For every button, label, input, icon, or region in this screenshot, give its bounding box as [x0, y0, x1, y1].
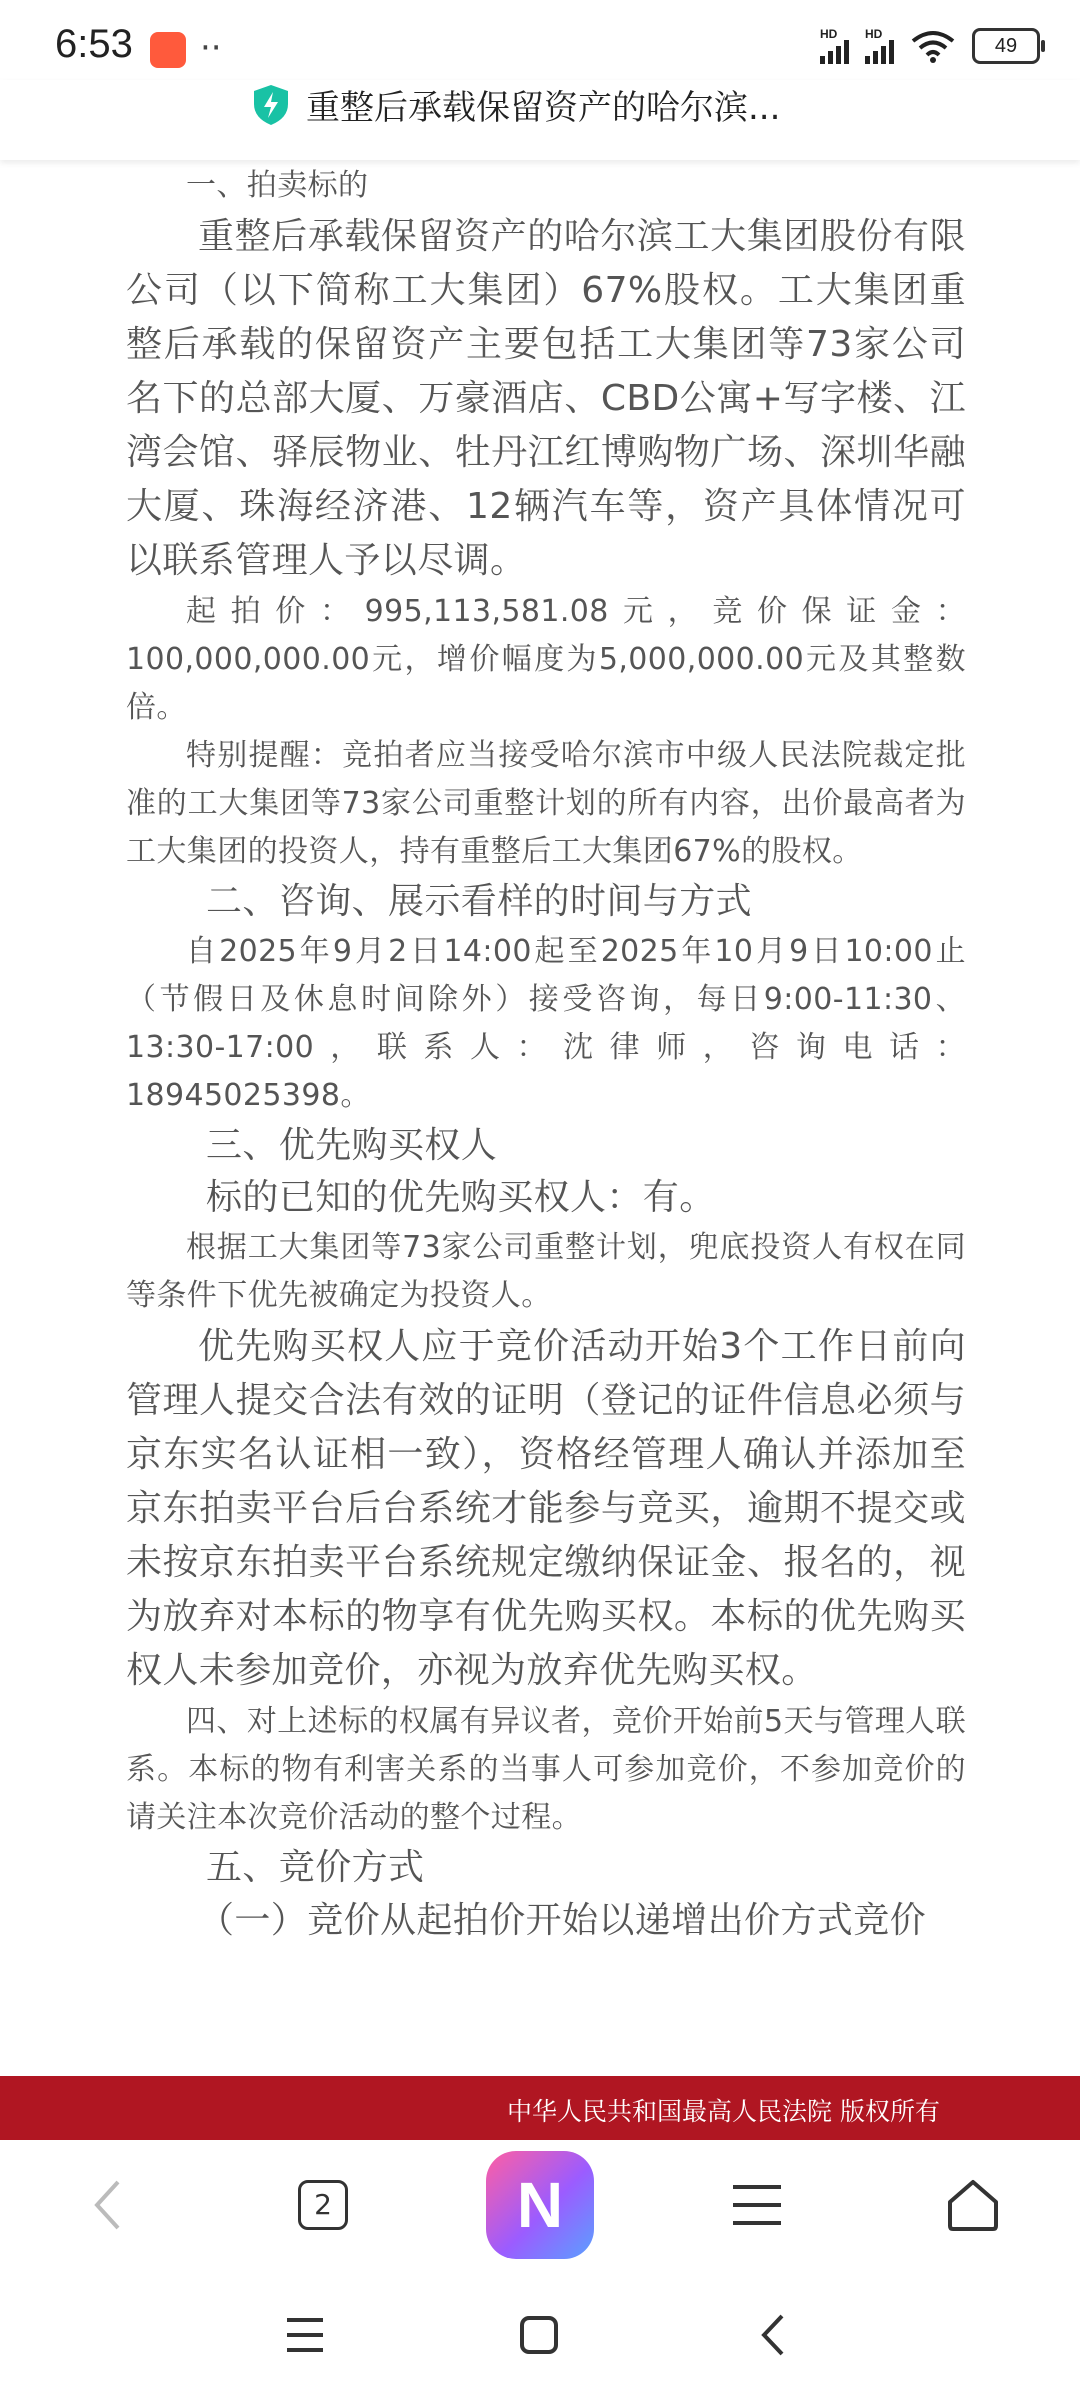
article-paragraph: 重整后承载保留资产的哈尔滨工大集团股份有限公司（以下简称工大集团）67%股权。工大集团重整后承载的保留资产主要包括工大集团等73家公司名下的总部大厦、万豪酒店、CBD公寓+写字楼、江湾会馆、驿辰物业、牡丹江红博购物广场、深圳华融大厦、珠海经济港、12辆汽车等，资产具体情况可以联系管理人予以尽调。 — [126, 216, 966, 581]
article-paragraph: 根据工大集团等73家公司重整计划，兜底投资人有权在同等条件下优先被确定为投资人。 — [126, 1230, 966, 1313]
article-paragraph: 四、对上述标的权属有异议者，竞价开始前5天与管理人联系。本标的物有利害关系的当事人可参加竞价，不参加竞价的请关注本次竞价活动的整个过程。 — [126, 1704, 966, 1835]
copyright-text: 中华人民共和国最高人民法院 版权所有 — [507, 2097, 940, 2126]
menu-button[interactable] — [712, 2140, 802, 2270]
back-triangle-icon — [760, 2313, 786, 2357]
network-type-2: HD — [865, 27, 883, 41]
article-paragraph: 特别提醒：竞拍者应当接受哈尔滨市中级人民法院裁定批准的工大集团等73家公司重整计划的所有内容，出价最高者为工大集团的投资人，持有重整后工大集团67%的股权。 — [126, 738, 966, 869]
article-paragraph: 自2025年9月2日14:00起至2025年10月9日10:00止（节假日及休息时间除外）接受咨询，每日9:00-11:30、13:30-17:00，联系人：沈律师，咨询电话：18945025398。 — [126, 934, 966, 1113]
tab-count: 2 — [298, 2180, 348, 2230]
more-notifications-icon: ·· — [200, 28, 222, 68]
battery-indicator: 49 — [972, 28, 1040, 64]
article-paragraph: 起拍价：995,113,581.08元，竞价保证金：100,000,000.00元，增价幅度为5,000,000.00元及其整数倍。 — [126, 594, 966, 725]
home-button[interactable] — [928, 2140, 1018, 2270]
section-heading: 标的已知的优先购买权人：有。 — [206, 1177, 716, 1218]
status-time: 6:53 — [55, 22, 133, 66]
square-home-icon — [519, 2315, 559, 2355]
section-heading: 二、咨询、展示看样的时间与方式 — [206, 881, 753, 922]
article-paragraph: 一、拍卖标的 — [186, 168, 369, 203]
recents-menu-icon — [285, 2317, 325, 2353]
wifi-icon — [910, 29, 956, 63]
section-heading: 三、优先购买权人 — [206, 1125, 498, 1166]
status-indicators — [820, 28, 1040, 64]
browser-nav-bar — [0, 2140, 1080, 2270]
back-button[interactable] — [62, 2140, 152, 2270]
section-heading: 五、竞价方式 — [206, 1847, 425, 1888]
chevron-left-icon — [92, 2179, 122, 2231]
page-title[interactable]: 重整后承载保留资产的哈尔滨... — [306, 88, 781, 128]
system-nav-bar — [0, 2270, 1080, 2400]
assistant-app-button[interactable] — [486, 2140, 594, 2270]
home-icon — [946, 2178, 1000, 2232]
assistant-logo-icon: N — [486, 2151, 594, 2259]
article-content — [126, 162, 966, 2074]
system-home-button[interactable] — [494, 2270, 584, 2400]
tabs-button[interactable] — [278, 2140, 368, 2270]
system-recents-button[interactable] — [260, 2270, 350, 2400]
article-paragraph: （一）竞价从起拍价开始以递增出价方式竞价 — [198, 1900, 927, 1941]
security-shield-icon — [252, 84, 290, 126]
menu-icon — [731, 2183, 783, 2227]
network-type-1: HD — [820, 27, 838, 41]
signal-1-icon — [820, 28, 849, 64]
article-paragraph: 优先购买权人应于竞价活动开始3个工作日前向管理人提交合法有效的证明（登记的证件信息必须与京东实名认证相一致），资格经管理人确认并添加至京东拍卖平台后台系统才能参与竞买，逾期不提交或未按京东拍卖平台系统规定缴纳保证金、报名的，视为放弃对本标的物享有优先购买权。本标的优先购买权人未参加竞价，亦视为放弃优先购买权。 — [126, 1326, 966, 1691]
copyright-banner — [0, 2076, 1080, 2140]
signal-2-icon — [865, 28, 894, 64]
app-notification-icon — [150, 32, 186, 68]
system-back-button[interactable] — [728, 2270, 818, 2400]
